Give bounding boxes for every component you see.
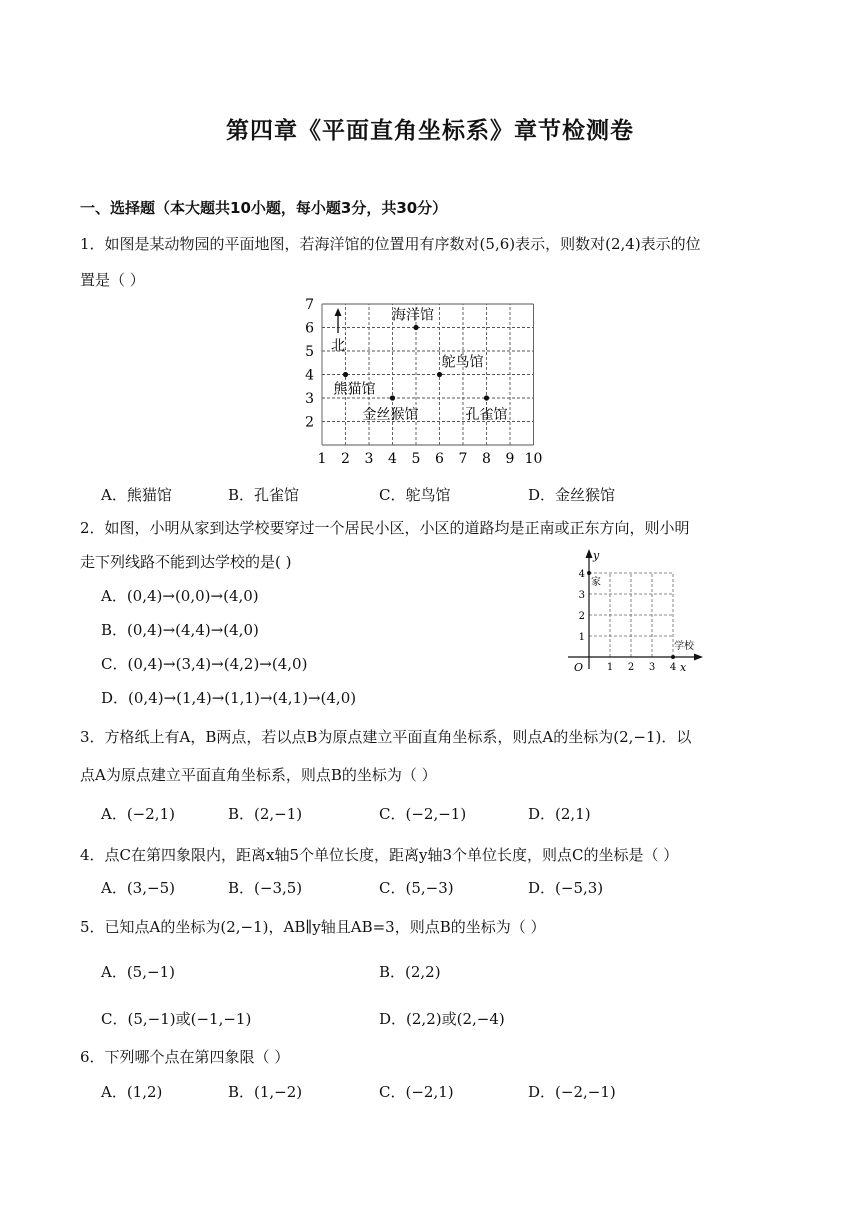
map-x-tick-label: 8 [482,451,491,467]
map-y-tick-label: 6 [305,320,314,337]
q4-option-a[interactable]: A．(3,−5) [101,879,175,897]
q5-text-line1: 5．已知点A的坐标为(2,−1)，AB∥y轴且AB=3，则点B的坐标为（ ） [80,918,546,936]
q1-option-d[interactable]: D．金丝猴馆 [528,486,616,504]
q1-option-c[interactable]: C．鸵鸟馆 [379,486,451,504]
q1-option-a[interactable]: A．熊猫馆 [101,486,172,504]
y-axis-label: y [593,549,600,562]
q4-text-line1: 4．点C在第四象限内，距离x轴5个单位长度，距离y轴3个单位长度，则点C的坐标是（ ） [80,846,679,864]
map-point-label: 海洋馆 [392,307,434,324]
q6-option-a[interactable]: A．(1,2) [101,1083,163,1101]
map-point [413,325,418,330]
q1-text-line2: 置是（ ） [80,271,145,289]
q6-option-b[interactable]: B．(1,−2) [228,1083,303,1101]
page-title: 第四章《平面直角坐标系》章节检测卷 [226,118,634,144]
map-x-tick-label: 3 [364,451,374,467]
q2-option-a[interactable]: A．(0,4)→(0,0)→(4,0) [101,587,259,605]
q3-option-c[interactable]: C．(−2,−1) [379,805,467,823]
route-x-tick-label: 4 [669,662,677,673]
q6-option-c[interactable]: C．(−2,1) [379,1083,454,1101]
map-x-tick-label: 4 [388,451,397,467]
q3-option-a[interactable]: A．(−2,1) [101,805,175,823]
map-x-tick-label: 5 [411,451,421,467]
map-point [484,395,489,400]
q2-text-line2: 走下列线路不能到达学校的是( ) [80,553,292,571]
section-heading: 一、选择题（本大题共10小题，每小题3分，共30分） [80,199,448,217]
y-axis [586,549,593,669]
home-label: 家 [591,577,601,588]
zoo-map-figure [305,298,555,470]
map-x-tick-label: 7 [458,451,468,467]
route-x-tick-label: 1 [606,662,614,673]
q6-text-line1: 6．下列哪个点在第四象限（ ） [80,1048,290,1066]
map-y-tick-label: 4 [305,367,314,384]
q2-option-d[interactable]: D．(0,4)→(1,4)→(1,1)→(4,1)→(4,0) [101,689,357,707]
map-point [343,372,348,377]
map-point-label: 金丝猴馆 [362,407,419,423]
x-axis-label: x [680,661,687,674]
map-y-tick-label: 7 [305,298,314,313]
route-y-tick-label: 4 [578,569,585,580]
map-x-tick-label: 2 [341,451,350,467]
map-x-tick-label: 1 [317,451,327,467]
q4-option-b[interactable]: B．(−3,5) [228,879,303,897]
q3-text-line1: 3．方格纸上有A，B两点，若以点B为原点建立平面直角坐标系，则点A的坐标为(2,−1)．以 [80,728,692,746]
q5-option-b[interactable]: B．(2,2) [379,963,441,981]
school-label: 学校 [674,641,694,652]
north-arrow-icon [335,308,342,333]
x-axis [568,654,703,661]
q5-option-a[interactable]: A．(5,−1) [101,963,175,981]
route-graph-figure [560,545,710,677]
map-grid [322,304,534,445]
q3-text-line2: 点A为原点建立平面直角坐标系，则点B的坐标为（ ） [80,766,437,784]
map-point [437,372,442,377]
route-x-tick-label: 3 [648,662,656,673]
map-y-tick-label: 2 [305,414,314,431]
q4-option-c[interactable]: C．(5,−3) [379,879,454,897]
route-y-tick-label: 3 [578,590,585,601]
map-point-label: 鸵鸟馆 [441,354,484,371]
q1-text-line1: 1．如图是某动物园的平面地图，若海洋馆的位置用有序数对(5,6)表示，则数对(2,4)表示的位 [80,235,701,253]
q1-option-b[interactable]: B．孔雀馆 [228,486,300,504]
map-point-label: 熊猫馆 [333,381,376,398]
q2-option-c[interactable]: C．(0,4)→(3,4)→(4,2)→(4,0) [101,655,308,673]
map-x-tick-label: 9 [505,451,515,467]
q2-option-b[interactable]: B．(0,4)→(4,4)→(4,0) [101,621,259,639]
map-x-tick-label: 10 [524,451,543,467]
origin-label: O [574,661,584,674]
map-y-tick-label: 3 [305,391,314,407]
map-x-tick-label: 6 [435,451,444,467]
q2-text-line1: 2．如图，小明从家到达学校要穿过一个居民小区，小区的道路均是正南或正东方向，则小明 [80,519,690,537]
q5-option-d[interactable]: D．(2,2)或(2,−4) [379,1010,505,1028]
q6-option-d[interactable]: D．(−2,−1) [528,1083,616,1101]
map-point-label: 孔雀馆 [465,407,508,423]
route-y-tick-label: 2 [578,611,585,622]
route-x-tick-label: 2 [627,662,635,673]
map-points [334,308,508,424]
q3-option-d[interactable]: D．(2,1) [528,805,591,823]
school-point [671,655,675,659]
home-point [587,571,591,575]
north-label: 北 [331,338,345,354]
map-y-tick-label: 5 [305,344,314,360]
q4-option-d[interactable]: D．(−5,3) [528,879,604,897]
route-y-tick-label: 1 [578,632,585,643]
q5-option-c[interactable]: C．(5,−1)或(−1,−1) [101,1010,252,1028]
map-point [390,395,395,400]
route-grid [589,573,673,657]
q3-option-b[interactable]: B．(2,−1) [228,805,303,823]
